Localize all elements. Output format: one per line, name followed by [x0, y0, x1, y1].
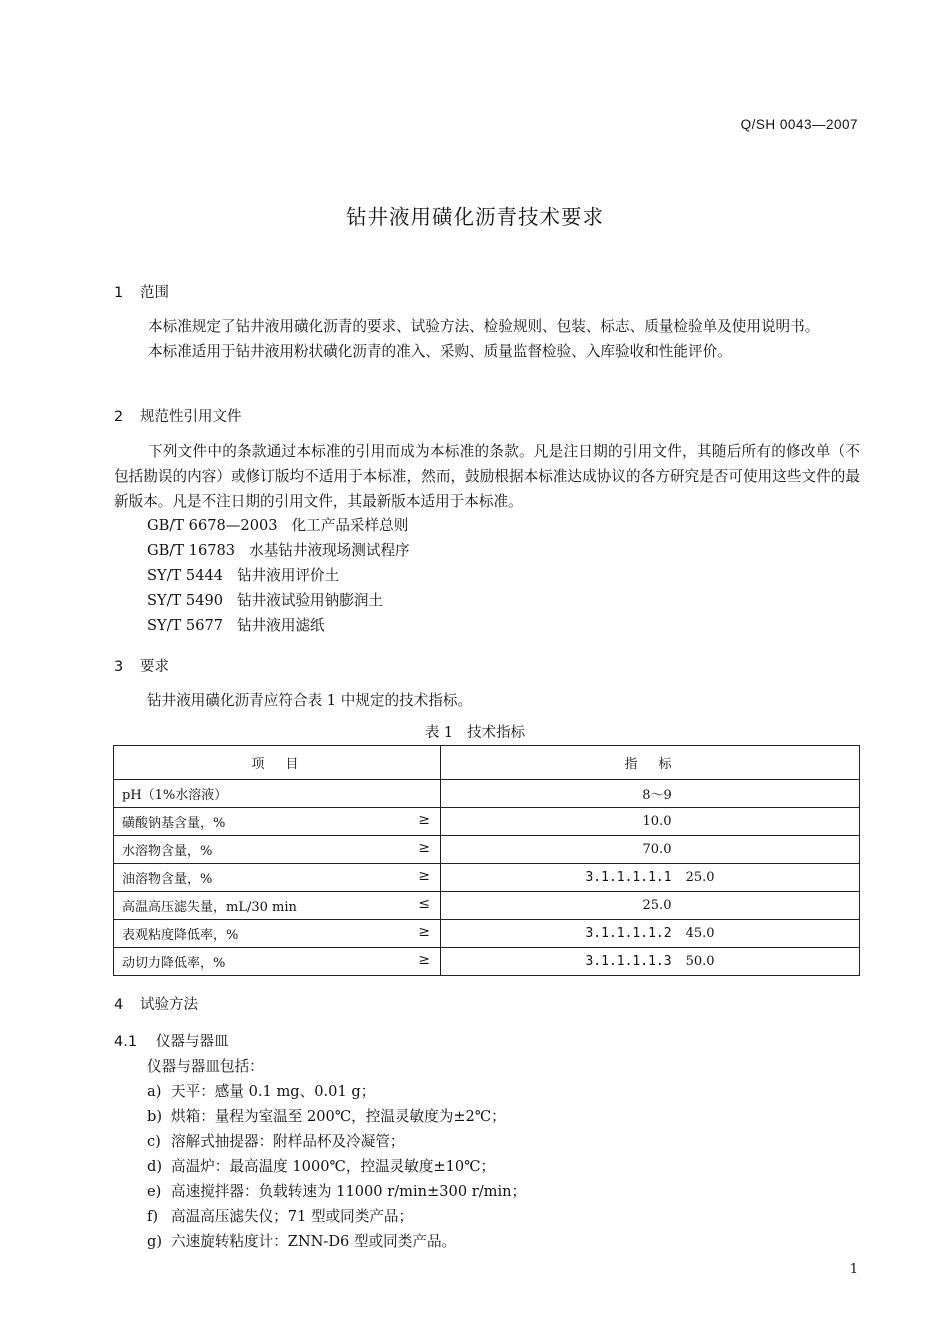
page-number: 1 [849, 1262, 858, 1277]
section-1-heading [114, 281, 169, 302]
paragraph: 本标准适用于钻井液用粉状磺化沥青的准入、采购、质量监督检验、入库验收和性能评价。 [148, 343, 732, 360]
row-item [114, 920, 441, 948]
row-value [441, 892, 860, 920]
reference-code: GB/T 16783 [147, 542, 236, 559]
section-number: 2 [114, 409, 124, 425]
list-label: e) [147, 1183, 162, 1200]
list-label: c) [147, 1133, 161, 1150]
comparison-operator: ≥ [418, 812, 430, 828]
value-text: 70.0 [642, 842, 672, 857]
item-label: pH（1%水溶液） [122, 788, 228, 803]
reference-name: 钻井液试验用钠膨润土 [237, 592, 384, 609]
item-label: 动切力降低率，% [122, 956, 226, 971]
paragraph: 本标准规定了钻井液用磺化沥青的要求、试验方法、检验规则、包装、标志、质量检验单及使用说明书。 [148, 318, 820, 335]
reference-name: 钻井液用评价土 [237, 567, 340, 584]
row-item [114, 836, 441, 864]
standard-code: Q/SH 0043—2007 [740, 117, 858, 132]
table-row [114, 780, 860, 808]
section-title: 试验方法 [140, 997, 198, 1013]
section-title: 仪器与器皿 [156, 1034, 229, 1050]
row-value [441, 808, 860, 836]
list-text: 天平：感量 0.1 mg、0.01 g； [171, 1083, 376, 1100]
section-2-body [114, 439, 860, 514]
clause-number: 3.1.1.1.1.2 [585, 926, 672, 941]
reference-name: 化工产品采样总则 [291, 517, 409, 534]
section-1-body [114, 314, 860, 364]
value-text: 25.0 [642, 898, 672, 913]
list-item [147, 1155, 495, 1176]
column-header-value: 指 标 [441, 746, 860, 780]
reference-item [147, 539, 410, 560]
value-text: 45.0 [685, 926, 715, 941]
reference-code: SY/T 5444 [147, 567, 224, 584]
column-header-item: 项 目 [114, 746, 441, 780]
comparison-operator: ≥ [418, 924, 430, 940]
value-text: 25.0 [685, 870, 715, 885]
spec-table [113, 745, 860, 976]
section-title: 规范性引用文件 [140, 409, 242, 425]
row-item [114, 892, 441, 920]
table-number: 表 1 [424, 725, 454, 741]
value-text: 10.0 [642, 814, 672, 829]
row-item [114, 864, 441, 892]
list-item [147, 1105, 506, 1126]
paragraph: 下列文件中的条款通过本标准的引用而成为本标准的条款。凡是注日期的引用文件，其随后所有的修改单（不包括勘误的内容）或修订版均不适用于本标准，然而，鼓励根据本标准达成协议的各方研究是否可使用这些文件的最新版本。凡是不注日期的引用文件，其最新版本适用于本标准。 [114, 443, 860, 510]
table-row [114, 836, 860, 864]
row-item [114, 780, 441, 808]
page-title: 钻井液用磺化沥青技术要求 [346, 205, 604, 229]
reference-code: GB/T 6678—2003 [147, 517, 278, 534]
section-title: 要求 [140, 659, 169, 675]
reference-item [147, 514, 408, 535]
list-label: b) [147, 1108, 163, 1125]
row-item [114, 948, 441, 976]
reference-item [147, 589, 383, 610]
item-label: 磺酸钠基含量，% [122, 816, 226, 831]
row-value [441, 836, 860, 864]
section-4-1-intro: 仪器与器皿包括： [147, 1058, 264, 1075]
list-text: 六速旋转粘度计：ZNN-D6 型或同类产品。 [171, 1233, 457, 1250]
section-2-heading [114, 405, 242, 426]
section-3-body: 钻井液用磺化沥青应符合表 1 中规定的技术指标。 [147, 692, 473, 709]
reference-name: 水基钻井液现场测试程序 [249, 542, 410, 559]
section-4-heading [114, 993, 198, 1014]
table-row [114, 864, 860, 892]
list-text: 高温炉：最高温度 1000℃，控温灵敏度±10℃； [171, 1158, 496, 1175]
row-value [441, 780, 860, 808]
list-item [147, 1230, 456, 1251]
list-text: 烘箱：量程为室温至 200℃，控温灵敏度为±2℃； [171, 1108, 506, 1125]
reference-code: SY/T 5677 [147, 617, 224, 634]
list-label: g) [147, 1233, 163, 1250]
list-text: 高温高压滤失仪；71 型或同类产品； [171, 1208, 414, 1225]
section-4-1-heading [114, 1030, 229, 1051]
table-row [114, 948, 860, 976]
row-value [441, 864, 860, 892]
list-label: f) [147, 1208, 159, 1225]
clause-number: 3.1.1.1.1.1 [585, 870, 672, 885]
section-number: 4 [114, 997, 124, 1013]
reference-item [147, 614, 325, 635]
list-item [147, 1130, 405, 1151]
reference-item [147, 564, 339, 585]
item-label: 表观粘度降低率，% [122, 928, 239, 943]
item-label: 水溶物含量，% [122, 844, 213, 859]
reference-code: SY/T 5490 [147, 592, 224, 609]
comparison-operator: ≤ [418, 896, 430, 912]
section-title: 范围 [140, 285, 169, 301]
section-number: 4.1 [114, 1034, 138, 1050]
section-3-heading [114, 655, 169, 676]
row-item [114, 808, 441, 836]
reference-name: 钻井液用滤纸 [237, 617, 325, 634]
table-row [114, 892, 860, 920]
clause-number: 3.1.1.1.1.3 [585, 954, 672, 969]
value-text: 50.0 [685, 954, 715, 969]
list-label: d) [147, 1158, 163, 1175]
comparison-operator: ≥ [418, 868, 430, 884]
row-value [441, 920, 860, 948]
item-label: 油溶物含量，% [122, 872, 213, 887]
row-value [441, 948, 860, 976]
section-number: 1 [114, 285, 124, 301]
table-caption [0, 721, 950, 742]
table-header-row [114, 746, 860, 780]
list-text: 溶解式抽提器：附样品杯及冷凝管； [171, 1133, 405, 1150]
comparison-operator: ≥ [418, 840, 430, 856]
list-label: a) [147, 1083, 162, 1100]
value-text: 8～9 [642, 788, 672, 803]
list-item [147, 1205, 413, 1226]
list-text: 高速搅拌器：负载转速为 11000 r/min±300 r/min； [171, 1183, 527, 1200]
section-number: 3 [114, 659, 124, 675]
table-title: 技术指标 [467, 725, 526, 741]
table-row [114, 920, 860, 948]
list-item [147, 1180, 526, 1201]
item-label: 高温高压滤失量，mL/30 min [122, 900, 297, 915]
comparison-operator: ≥ [418, 952, 430, 968]
table-row [114, 808, 860, 836]
list-item [147, 1080, 375, 1101]
